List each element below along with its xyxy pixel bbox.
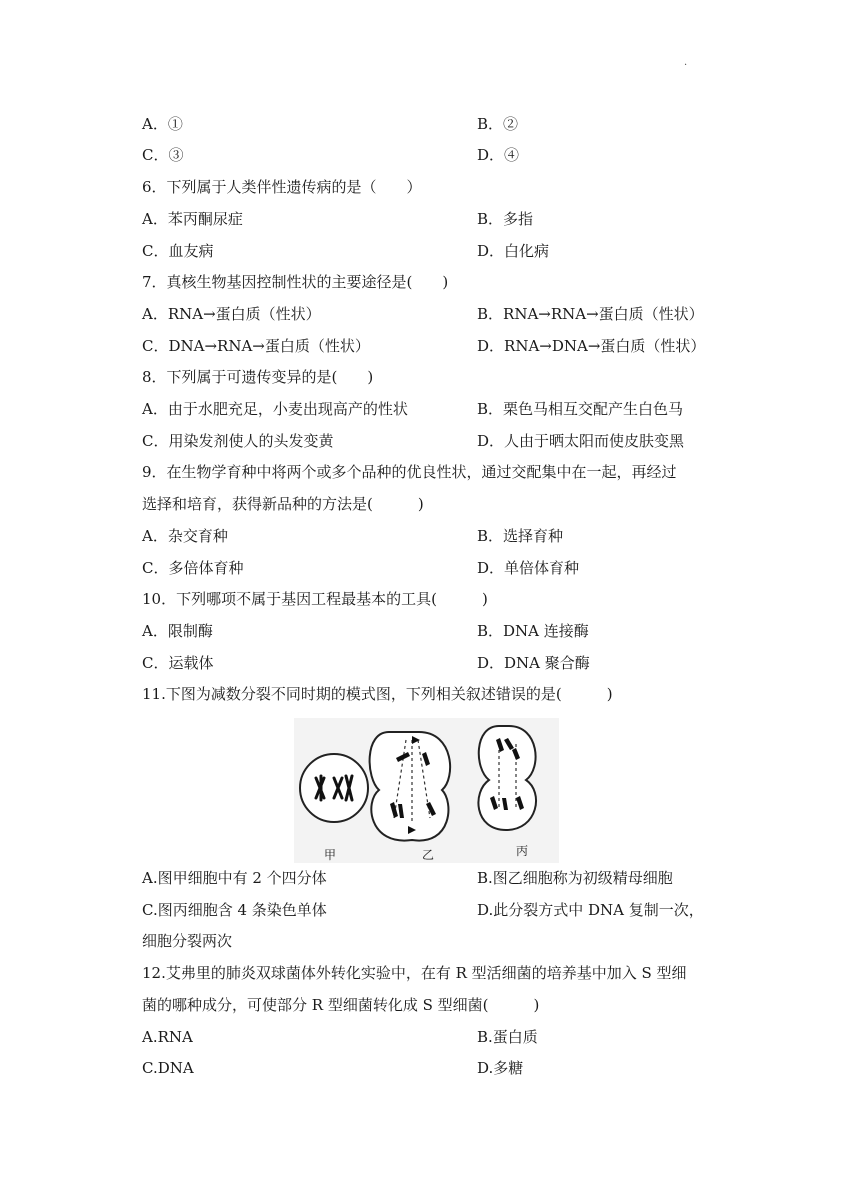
option-right: B．② (477, 115, 519, 133)
option-left: C．多倍体育种 (142, 559, 244, 577)
question-line: 6．下列属于人类伴性遗传病的是（ ） (142, 178, 422, 196)
option-left: A．限制酶 (142, 622, 213, 640)
option-right: D．DNA 聚合酶 (477, 654, 590, 672)
question-line: 8．下列属于可遗传变异的是( ) (142, 368, 374, 386)
option-right: B．选择育种 (477, 527, 564, 545)
cell-yi (370, 732, 451, 841)
option-right: B.图乙细胞称为初级精母细胞 (477, 869, 673, 887)
question-line: 10．下列哪项不属于基因工程最基本的工具( ) (142, 590, 488, 608)
figure-label-yi: 乙 (422, 848, 435, 862)
option-right: D.此分裂方式中 DNA 复制一次， (477, 901, 704, 919)
option-right: D．RNA→DNA→蛋白质（性状） (477, 337, 706, 355)
option-left: C.DNA (142, 1059, 194, 1077)
page-mark: · (684, 60, 688, 71)
question-line: 12.艾弗里的肺炎双球菌体外转化实验中，在有 R 型活细菌的培养基中加入 S 型细 (142, 964, 687, 982)
question-line: 11.下图为减数分裂不同时期的模式图，下列相关叙述错误的是( ) (142, 685, 613, 703)
option-left: C．用染发剂使人的头发变黄 (142, 432, 334, 450)
option-right: D.多糖 (477, 1059, 524, 1077)
figure-label-jia: 甲 (324, 848, 337, 862)
option-left: A.RNA (142, 1028, 193, 1046)
figure-label-bing: 丙 (516, 844, 529, 858)
question-line: 细胞分裂两次 (142, 932, 233, 950)
option-right: D．单倍体育种 (477, 559, 580, 577)
option-left: C.图丙细胞含 4 条染色单体 (142, 901, 327, 919)
option-right: B.蛋白质 (477, 1028, 538, 1046)
option-left: A．① (142, 115, 183, 133)
cell-jia (300, 754, 368, 822)
option-left: A．杂交育种 (142, 527, 228, 545)
option-right: B．栗色马相互交配产生白色马 (477, 400, 684, 418)
option-left: A.图甲细胞中有 2 个四分体 (142, 869, 327, 887)
option-right: D．④ (477, 146, 520, 164)
option-left: C．运载体 (142, 654, 214, 672)
option-left: C．DNA→RNA→蛋白质（性状） (142, 337, 370, 355)
option-right: B．DNA 连接酶 (477, 622, 589, 640)
question-line: 菌的哪种成分，可使部分 R 型细菌转化成 S 型细菌( ) (142, 996, 540, 1014)
question-line: 9．在生物学育种中将两个或多个品种的优良性状，通过交配集中在一起，再经过 (142, 463, 677, 481)
option-left: C．③ (142, 146, 184, 164)
option-right: B．RNA→RNA→蛋白质（性状） (477, 305, 704, 323)
option-left: A．RNA→蛋白质（性状） (142, 305, 321, 323)
option-right: D．白化病 (477, 242, 550, 260)
option-right: D．人由于晒太阳而使皮肤变黑 (477, 432, 685, 450)
option-left: A．苯丙酮尿症 (142, 210, 243, 228)
option-left: A．由于水肥充足，小麦出现高产的性状 (142, 400, 408, 418)
question-line: 7．真核生物基因控制性状的主要途径是( ) (142, 273, 449, 291)
question-line: 选择和培育，获得新品种的方法是( ) (142, 495, 424, 513)
option-right: B．多指 (477, 210, 534, 228)
cell-bing (478, 726, 536, 830)
option-left: C．血友病 (142, 242, 214, 260)
meiosis-figure (294, 718, 559, 863)
